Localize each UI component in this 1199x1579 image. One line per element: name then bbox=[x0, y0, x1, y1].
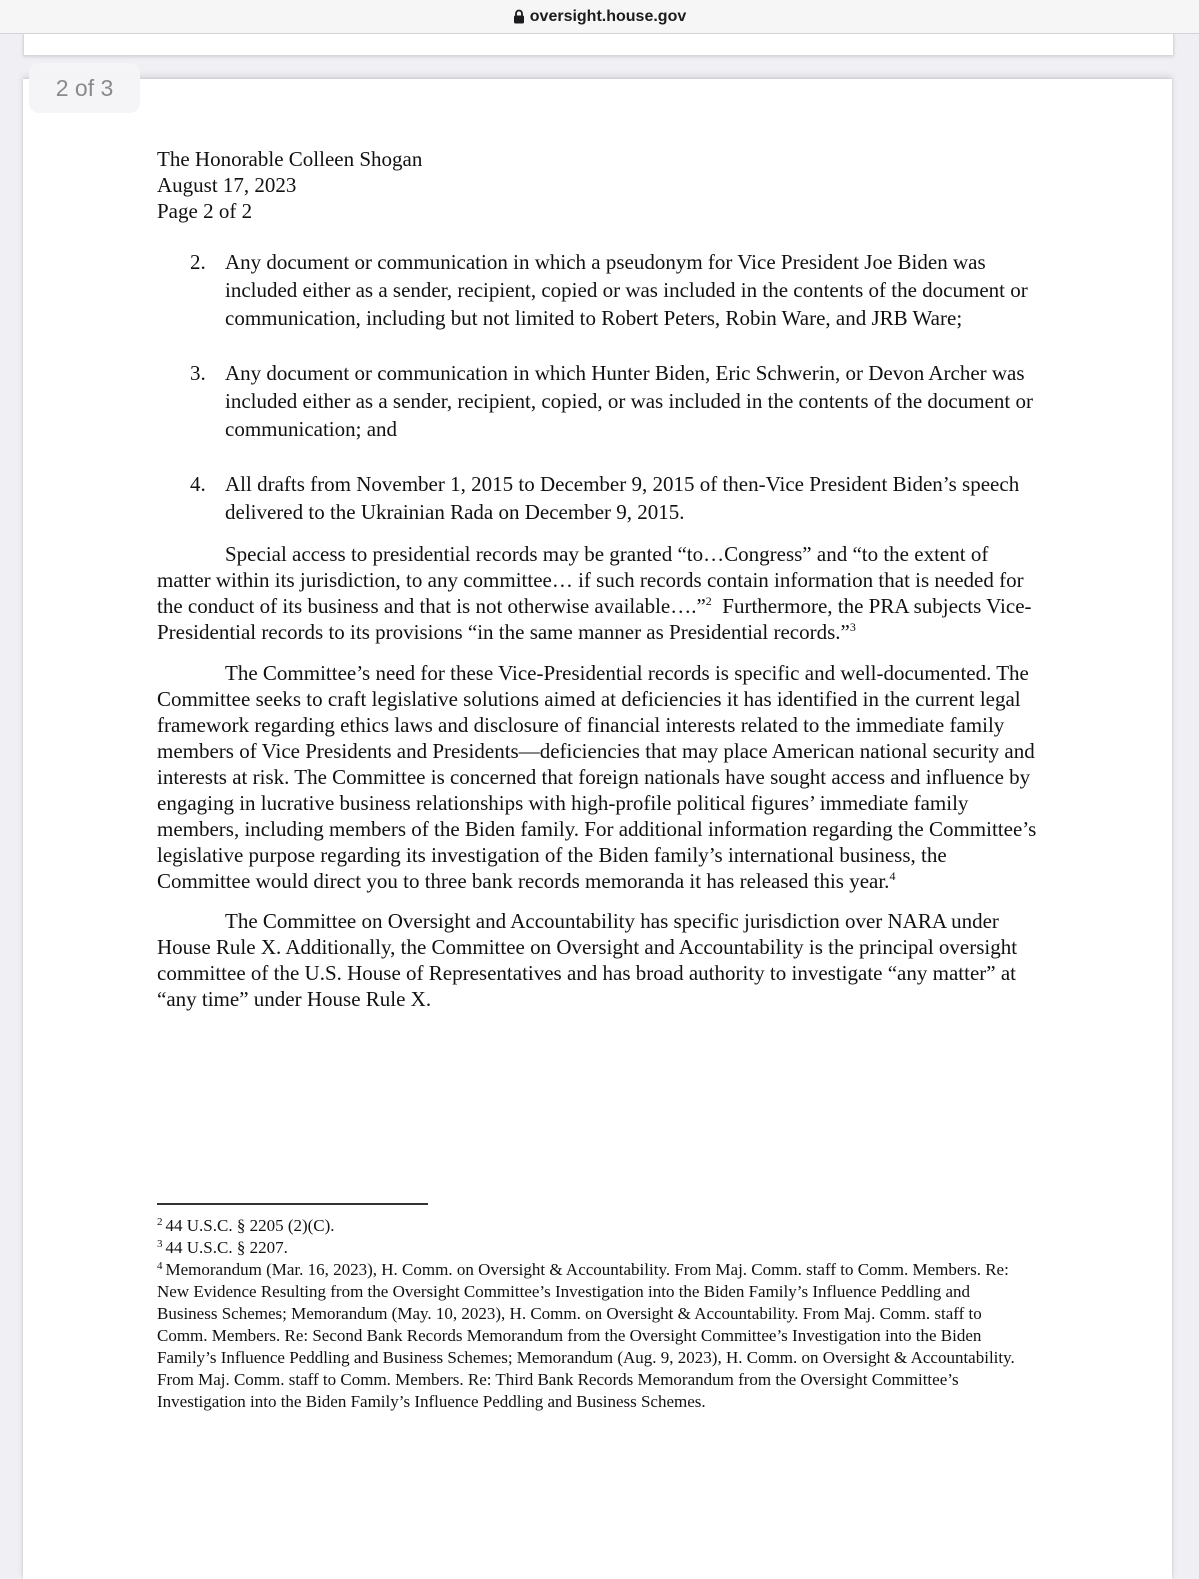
request-item bbox=[157, 470, 1037, 526]
footnote bbox=[157, 1259, 1017, 1413]
url-text: oversight.house.gov bbox=[529, 7, 687, 25]
paragraph-text: Special access to presidential records may be granted “to…Congress” and “to the extent of matter within its jurisdiction, to any committee… if such records contain information that is needed for the conduct of its business and that is not otherwise available….” bbox=[157, 542, 1024, 618]
paragraph-special-access bbox=[157, 541, 1037, 645]
paragraph-text: Furthermore, the PRA subjects Vice-Presidential records to its provisions “in the same manner as Presidential records.” bbox=[157, 594, 1032, 644]
footnote-text: 44 U.S.C. § 2205 (2)(C). bbox=[165, 1216, 335, 1235]
paragraph-text: The Committee on Oversight and Accountability has specific jurisdiction over NARA under House Rule X. Additionally, the Committee on Oversight and Accountability is the principal oversight committee of the U.S. House of Representatives and has broad authority to investigate “any matter” at “any time” under House Rule X. bbox=[157, 909, 1018, 1011]
recipient: The Honorable Colleen Shogan bbox=[157, 147, 423, 171]
letter-body bbox=[157, 146, 1037, 1012]
request-text: Any document or communication in which Hunter Biden, Eric Schwerin, or Devon Archer was included either as a sender, recipient, copied, or was included in the contents of the document or communication; and bbox=[225, 361, 1033, 441]
footnote-ref[interactable]: 2 bbox=[705, 594, 712, 608]
request-item bbox=[157, 248, 1037, 332]
footnote-number: 3 bbox=[157, 1238, 163, 1250]
url-display[interactable] bbox=[513, 8, 686, 26]
letter-date: August 17, 2023 bbox=[157, 173, 297, 197]
paragraph-committee-need bbox=[157, 660, 1037, 894]
footnote-text: 44 U.S.C. § 2207. bbox=[165, 1238, 288, 1257]
paragraph-text: The Committee’s need for these Vice-Presidential records is specific and well-documented. The Committee seeks to craft legislative solutions aimed at deficiencies it has identified in the current legal framework regarding ethics laws and disclosure of financial interests related to the immediate family members of Vice Presidents and Presidents—deficiencies that may place American national security and interests at risk. The Committee is concerned that foreign nationals have sought access and influence by engaging in lucrative business relationships with high-profile political figures’ immediate family members, including members of the Biden family. For additional information regarding the Committee’s legislative purpose regarding its investigation of the Biden family’s international business, the Committee would direct you to three bank records memoranda it has released this year. bbox=[157, 661, 1037, 893]
request-item bbox=[157, 359, 1037, 443]
footnote-number: 2 bbox=[157, 1216, 163, 1228]
request-number: 4. bbox=[190, 472, 206, 496]
footnote bbox=[157, 1237, 1017, 1259]
footnote-text: Memorandum (Mar. 16, 2023), H. Comm. on Oversight & Accountability. From Maj. Comm. staff to Comm. Members. Re: New Evidence Resulting from the Oversight Committee’s Investigation into the Biden Family’s Influence Peddling and Business Schemes; Memorandum (May. 10, 2023), H. Comm. on Oversight & Accountability. From Maj. Comm. staff to Comm. Members. Re: Second Bank Records Memorandum from the Oversight Committee’s Investigation into the Biden Family’s Influence Peddling and Business Schemes; Memorandum (Aug. 9, 2023), H. Comm. on Oversight & Accountability. From Maj. Comm. staff to Comm. Members. Re: Third Bank Records Memorandum from the Oversight Committee’s Investigation into the Biden Family’s Influence Peddling and Business Schemes. bbox=[157, 1260, 1015, 1411]
request-text: All drafts from November 1, 2015 to December 9, 2015 of then-Vice President Biden’s speech delivered to the Ukrainian Rada on December 9, 2015. bbox=[225, 472, 1020, 524]
footnote-ref[interactable]: 4 bbox=[889, 869, 896, 883]
footnote-divider bbox=[157, 1203, 428, 1205]
request-number: 3. bbox=[190, 361, 206, 385]
request-number: 2. bbox=[190, 250, 206, 274]
address-bar[interactable] bbox=[0, 0, 1199, 34]
paragraph-jurisdiction bbox=[157, 908, 1037, 1012]
page-indicator: 2 of 3 bbox=[29, 63, 140, 113]
request-text: Any document or communication in which a pseudonym for Vice President Joe Biden was included either as a sender, recipient, copied or was included in the contents of the document or communication, including but not limited to Robert Peters, Robin Ware, and JRB Ware; bbox=[225, 250, 1028, 330]
footnote-ref[interactable]: 3 bbox=[849, 620, 856, 634]
previous-page bbox=[23, 33, 1174, 55]
footnotes bbox=[157, 1215, 1017, 1413]
lock-icon bbox=[513, 9, 525, 24]
letter-header bbox=[157, 146, 1037, 224]
footnote bbox=[157, 1215, 1017, 1237]
footnote-number: 4 bbox=[157, 1260, 163, 1272]
page-number: Page 2 of 2 bbox=[157, 199, 253, 223]
